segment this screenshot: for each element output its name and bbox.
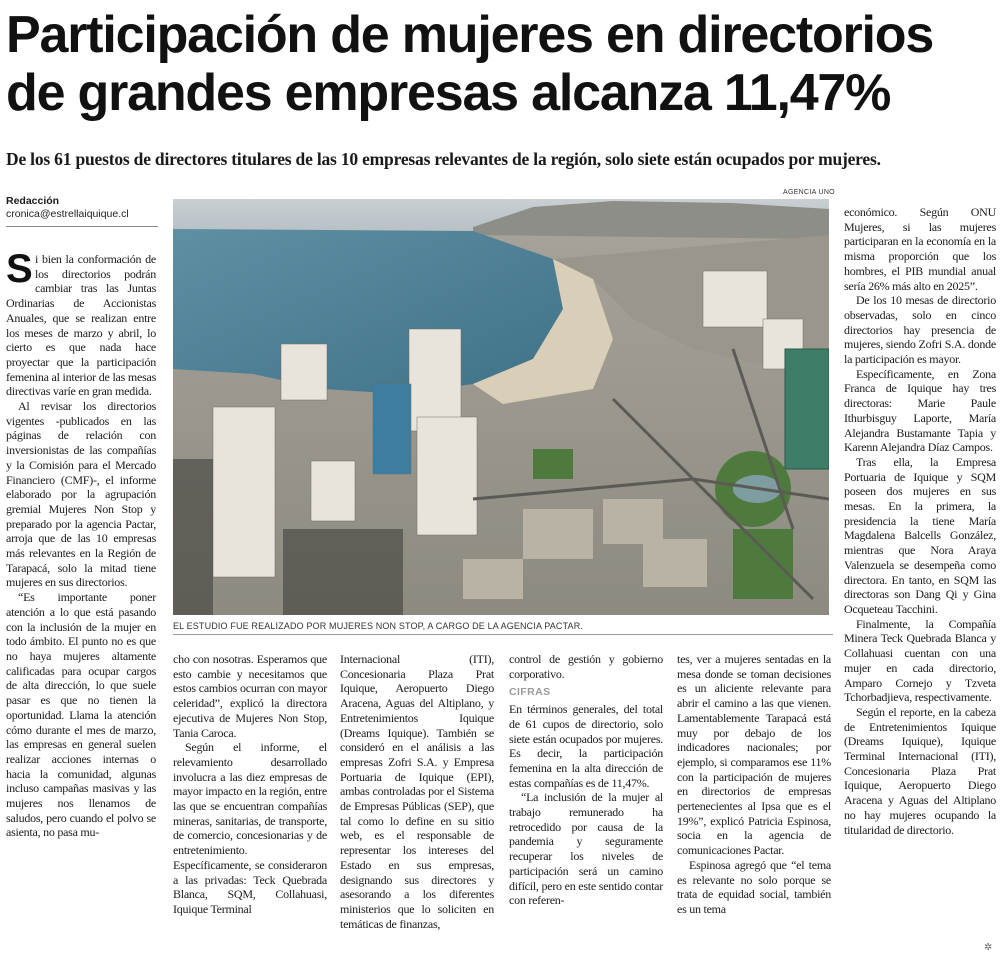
column-3 xyxy=(340,652,494,931)
aerial-city-photo xyxy=(173,199,829,615)
column-6 xyxy=(844,205,996,837)
paragraph-text: i bien la conformación de los directorios podrán cambiar tras las Juntas Ordinarias de Accionistas Anuales, que se realizan entre los meses de marzo y abril, lo cierto es que nada hace proyectar que la participación femenina al interior de las mesas directivas varíe en gran medida. xyxy=(6,252,156,399)
column-1 xyxy=(6,247,156,840)
paragraph: control de gestión y gobierno corporativo. xyxy=(509,652,663,681)
photo-credit: AGENCIA UNO xyxy=(783,189,835,196)
section-label-cifras: CIFRAS xyxy=(509,686,551,699)
paragraph: “Es importante poner atención a lo que está pasando con la inclusión de la mujer en todo ámbito. El punto no es que no haya mujeres altamente calificadas para ocupar cargos de alta dirección, lo que suele pasar es que no tienen la oportunidad. Llama la atención cómo durante el mes de marzo, las empresas en general suelen realizar acciones internas o hacia la comunidad, algunas incluso campañas masivas y las mujeres nos llenamos de saludos, pero cuando el polvo se asienta, no pasa mu- xyxy=(6,590,156,840)
paragraph: Según el reporte, en la cabeza de Entretenimientos Iquique (Dreams Iquique), Iquique Terminal Internacional (ITI), Concesionaria Plaza Prat Iquique, Aeropuerto Diego Aracena y Aguas del Altiplano no hay mujeres ocupando la titularidad de directorio. xyxy=(844,704,996,837)
end-mark-icon: ✲ xyxy=(984,942,993,953)
paragraph: Según el informe, el relevamiento desarrollado involucra a las diez empresas de mayor impacto en la región, entre las que se encuentran compañías mineras, sanitarias, de transporte, de comercio, concesionarias y de entretenimiento. Específicamente, se consideraron a las privadas: Teck Quebrada Blanca, SQM, Collahuasi, Iquique Terminal xyxy=(173,740,327,916)
column-5 xyxy=(677,652,831,917)
column-2 xyxy=(173,652,327,917)
paragraph: cho con nosotras. Esperamos que esto cambie y necesitamos que estos cambios ocurran con mayor celeridad”, explicó la directora ejecutiva de Mujeres Non Stop, Tania Caroca. xyxy=(173,652,327,740)
paragraph xyxy=(6,247,156,399)
headline-line-1: Participación de mujeres en directorios xyxy=(6,6,934,64)
subheadline: De los 61 puestos de directores titulares de las 10 empresas relevantes de la región, solo siete están ocupados por mujeres. xyxy=(6,149,881,169)
drop-cap: S xyxy=(6,247,33,291)
byline xyxy=(6,195,156,221)
paragraph: Internacional (ITI), Concesionaria Plaza Prat Iquique, Aeropuerto Diego Aracena, Aguas del Altiplano, y Entretenimientos Iquique (Dreams Iquique). También se consideró en el análisis a las empresas Zofri S.A. y Empresa Portuaria de Iquique (EPI), ambas controladas por el Sistema de Empresas Públicas (SEP), que tal como lo define en su sitio web, es el responsable de representar los intereses del Estado en sus empresas, designando sus directores y asesorando a los diferentes ministerios que lo soliciten en temáticas de finanzas, xyxy=(340,652,494,931)
paragraph: Tras ella, la Empresa Portuaria de Iquique y SQM poseen dos mujeres en sus mesas. En la primera, la presidencia la tiene María Magdalena Balcells González, mientras que Nora Araya Valenzuela se desempeña como directora. En tanto, en SQM las directoras son Dang Qi y Gina Ocqueteau Tacchini. xyxy=(844,454,996,616)
paragraph: Espinosa agregó que “el tema es relevante no solo porque se trata de equidad social, también es un tema xyxy=(677,857,831,916)
paragraph: económico. Según ONU Mujeres, si las mujeres participaran en la economía en la misma proporción que los hombres, el PIB mundial anual sería 26% más alto en 2025”. xyxy=(844,205,996,293)
byline-email: cronica@estrellaiquique.cl xyxy=(6,208,129,220)
headline xyxy=(6,6,996,122)
headline-line-2: de grandes empresas alcanza 11,47% xyxy=(6,64,891,122)
photo-caption: EL ESTUDIO FUE REALIZADO POR MUJERES NON STOP, A CARGO DE LA AGENCIA PACTAR. xyxy=(173,621,833,635)
byline-divider xyxy=(6,226,158,227)
paragraph: Finalmente, la Compañía Minera Teck Quebrada Blanca y Collahuasi cuentan con una mujer en cada directorio, Amparo Cornejo y Tzveta Tchorbadjieva, respectivamente. xyxy=(844,616,996,705)
paragraph: Específicamente, en Zona Franca de Iquique hay tres directoras: Marie Paule Ithurbisguy Laporte, María Alejandra Bustamante Tapia y Karenn Alejandra Díaz Campos. xyxy=(844,366,996,455)
paragraph: De los 10 mesas de directorio observadas, solo en cinco directorios hay presencia de mujeres, siendo Zofri S.A. donde la participación es mayor. xyxy=(844,293,996,367)
column-4 xyxy=(509,652,663,908)
byline-name: Redacción xyxy=(6,195,60,207)
paragraph: “La inclusión de la mujer al trabajo remunerado ha retrocedido por causa de la pandemia y seguramente recuperar los niveles de participación será un camino difícil, pero en este sentido contar con referen- xyxy=(509,790,663,908)
paragraph: tes, ver a mujeres sentadas en la mesa donde se toman decisiones es un aliciente relevante para abrir el camino a las que vienen. Lamentablemente Tarapacá está muy por debajo de los indicadores nacionales; por ejemplo, si comparamos ese 11% con la participación de mujeres en directorios de empresas pertenecientes al Ipsa que es el 19%”, explicó Patricia Espinosa, socia en la agencia de comunicaciones Pactar. xyxy=(677,652,831,858)
paragraph: En términos generales, del total de 61 cupos de directorio, solo siete están ocupados por mujeres. Es decir, la participación femenina en la alta dirección de estas compañías es de 11,47%. xyxy=(509,702,663,790)
paragraph: Al revisar los directorios vigentes -publicados en las páginas de relación con inversionistas de las compañías y la Comisión para el Mercado Financiero (CMF)-, el informe elaborado por la agrupación gremial Mujeres Non Stop y preparado por la agencia Pactar, arroja que de las 10 empresas más relevantes en la Región de Tarapacá, solo la mitad tiene mujeres en sus directorios. xyxy=(6,399,156,590)
